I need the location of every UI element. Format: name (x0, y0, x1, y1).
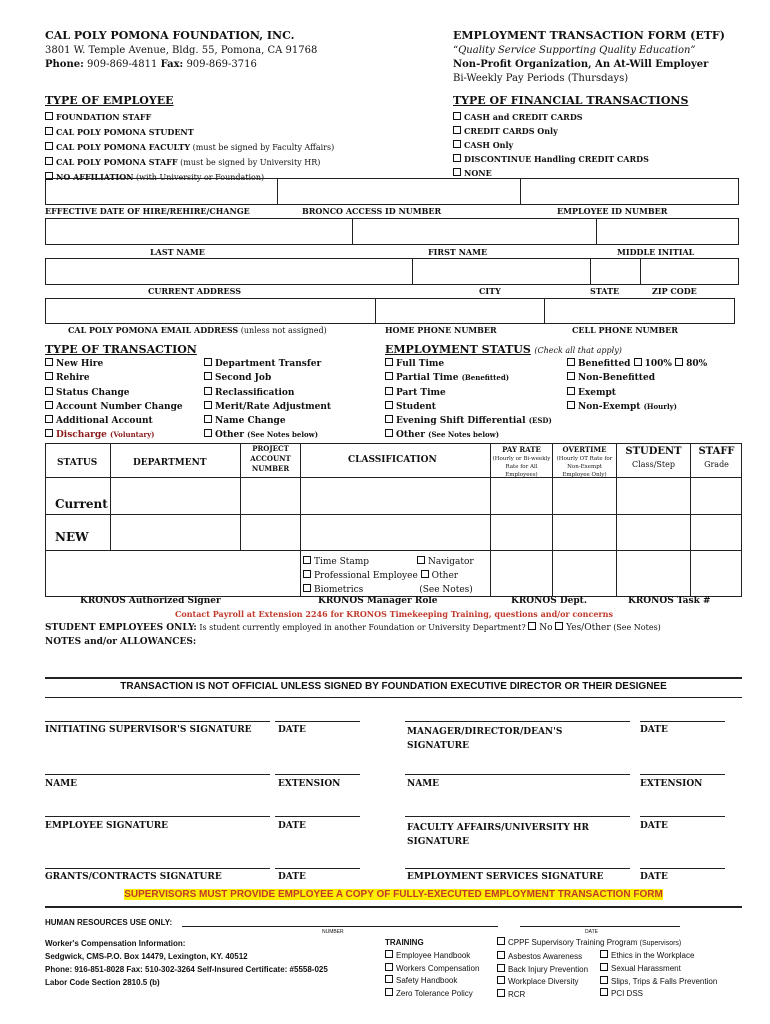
employee-type-option[interactable]: CAL POLY POMONA FACULTY (must be signed by Faculty Affairs) (45, 140, 334, 155)
checkbox-icon[interactable] (45, 142, 53, 150)
col-classification: CLASSIFICATION (348, 455, 437, 465)
transaction-option[interactable]: Account Number Change (45, 400, 183, 414)
city-label: CITY (479, 286, 501, 296)
org-phone: Phone: 909-869-4811 Fax: 909-869-3716 (45, 59, 257, 70)
checkbox-icon[interactable] (453, 154, 461, 162)
sig-line[interactable] (405, 816, 630, 817)
status-option[interactable]: Non-Benefitted (567, 371, 707, 385)
date-label: DATE (640, 725, 668, 735)
ext-line[interactable] (640, 774, 725, 775)
date-line[interactable] (275, 868, 360, 869)
email-label: CAL POLY POMONA EMAIL ADDRESS (unless not assigned) (68, 325, 327, 335)
employment-status-col2 (567, 357, 707, 414)
checkbox-icon[interactable] (45, 387, 53, 395)
training-option[interactable]: Safety Handbook (385, 975, 479, 988)
form-title: EMPLOYMENT TRANSACTION FORM (ETF) (453, 29, 725, 42)
employment-status-col1 (385, 357, 552, 443)
checkbox-icon[interactable] (385, 975, 393, 983)
employee-id-label: EMPLOYEE ID NUMBER (557, 206, 668, 216)
col-student: STUDENT (625, 446, 682, 457)
checkbox-icon[interactable] (45, 127, 53, 135)
pay-periods: Bi-Weekly Pay Periods (Thursdays) (453, 73, 629, 84)
financial-options (453, 110, 649, 180)
training-option[interactable]: Slips, Trips & Falls Prevention (600, 976, 717, 989)
hr-number-label: NUMBER (322, 929, 344, 935)
transaction-option[interactable]: Additional Account (45, 414, 183, 428)
checkbox-icon[interactable] (385, 387, 393, 395)
training-option[interactable]: Back Injury Prevention (497, 964, 681, 977)
checkbox-icon[interactable] (497, 964, 505, 972)
financial-option[interactable]: NONE (453, 166, 649, 180)
bronco-id-input[interactable] (278, 178, 520, 205)
financial-heading: TYPE OF FINANCIAL TRANSACTIONS (453, 94, 689, 107)
kronos-dept: KRONOS Dept. (511, 596, 587, 606)
col-staff: STAFF (698, 446, 735, 457)
financial-option[interactable]: DISCONTINUE Handling CREDIT CARDS (453, 152, 649, 166)
date-label: DATE (640, 821, 668, 831)
checkbox-icon[interactable] (385, 372, 393, 380)
training-option[interactable]: CPPF Supervisory Training Program (Supervisors) (497, 937, 681, 951)
row-current: Current (55, 497, 108, 511)
checkbox-icon[interactable] (204, 429, 212, 437)
effective-date-input[interactable] (45, 178, 277, 205)
transaction-option[interactable]: Department Transfer (204, 357, 331, 371)
sig-line[interactable] (45, 868, 270, 869)
transaction-option[interactable]: Second Job (204, 371, 331, 385)
employee-type-options (45, 110, 334, 185)
col-pay-rate-note: (Hourly or Bi-weekly Rate for All Employees) (492, 456, 551, 478)
training-option[interactable]: RCR (497, 989, 681, 1002)
checkbox-icon[interactable] (567, 372, 575, 380)
checkbox-icon[interactable] (204, 372, 212, 380)
training-option[interactable]: Workplace Diversity (497, 976, 681, 989)
employee-type-option[interactable]: CAL POLY POMONA STAFF (must be signed by University HR) (45, 155, 334, 170)
transaction-option[interactable]: Status Change (45, 386, 183, 400)
transaction-option[interactable]: New Hire (45, 357, 183, 371)
training-option[interactable]: Asbestos Awareness (497, 951, 681, 964)
date-line[interactable] (640, 721, 725, 722)
training-option[interactable]: Zero Tolerance Policy (385, 988, 479, 1001)
employment-status-heading: EMPLOYMENT STATUS (Check all that apply) (385, 343, 622, 356)
emp-services-signature-label: EMPLOYMENT SERVICES SIGNATURE (407, 872, 604, 882)
org-address: 3801 W. Temple Avenue, Bldg. 55, Pomona, CA 91768 (45, 45, 318, 56)
sig-line[interactable] (45, 816, 270, 817)
checkbox-icon[interactable] (567, 401, 575, 409)
transaction-option-discharge[interactable]: Discharge (Voluntary) (45, 428, 183, 442)
kronos-professional[interactable]: Professional Employee (303, 571, 418, 581)
training-option[interactable]: Workers Compensation (385, 963, 479, 976)
checkbox-icon[interactable] (385, 358, 393, 366)
checkbox-icon[interactable] (497, 976, 505, 984)
checkbox-icon[interactable] (385, 401, 393, 409)
status-option[interactable]: Student (385, 400, 552, 414)
form-org-type: Non-Profit Organization, An At-Will Employer (453, 59, 709, 70)
checkbox-icon[interactable] (45, 372, 53, 380)
checkbox-icon[interactable] (528, 622, 536, 630)
checkbox-icon[interactable] (385, 429, 393, 437)
date-label: DATE (278, 821, 306, 831)
checkbox-icon[interactable] (385, 988, 393, 996)
checkbox-icon[interactable] (453, 112, 461, 120)
checkbox-icon[interactable] (385, 415, 393, 423)
checkbox-icon[interactable] (303, 556, 311, 564)
last-name-label: LAST NAME (150, 247, 205, 257)
checkbox-icon[interactable] (600, 963, 608, 971)
col-staff-sub: Grade (704, 460, 729, 469)
supervisor-notice: SUPERVISORS MUST PROVIDE EMPLOYEE A COPY OF FULLY-EXECUTED EMPLOYMENT TRANSACTION FORM (124, 889, 663, 900)
workers-comp-info: Worker's Compensation Information: Sedgwick, CMS-P.O. Box 14479, Lexington, KY. 40512 Phone: 916-851-8028 Fax: 510-302-3264 Self-Insured Certificate: #5558-025 Labor Code Section 2810.5 (b) (45, 939, 328, 987)
col-pay-rate: PAY RATE (502, 445, 541, 454)
email-input[interactable] (46, 299, 374, 323)
hr-label: HUMAN RESOURCES USE ONLY: (45, 918, 173, 927)
status-option[interactable]: Full Time (385, 357, 552, 371)
financial-option[interactable]: CASH Only (453, 138, 649, 152)
col-status: STATUS (57, 458, 98, 468)
checkbox-icon[interactable] (634, 358, 642, 366)
checkbox-icon[interactable] (497, 989, 505, 997)
checkbox-icon[interactable] (421, 570, 429, 578)
date-label: DATE (278, 725, 306, 735)
hr-date-line[interactable] (520, 926, 680, 927)
checkbox-icon[interactable] (45, 112, 53, 120)
kronos-other[interactable]: Other (421, 571, 458, 581)
state-input[interactable] (591, 259, 639, 284)
training-list-3 (600, 950, 717, 1001)
financial-option[interactable]: CREDIT CARDS Only (453, 124, 649, 138)
training-option[interactable]: Employee Handbook (385, 950, 479, 963)
cell-phone-label: CELL PHONE NUMBER (572, 325, 678, 335)
col-department: DEPARTMENT (133, 458, 207, 468)
org-name: CAL POLY POMONA FOUNDATION, INC. (45, 29, 295, 42)
status-option[interactable]: Exempt (567, 386, 707, 400)
checkbox-icon[interactable] (567, 358, 575, 366)
date-line[interactable] (275, 816, 360, 817)
checkbox-icon[interactable] (385, 963, 393, 971)
checkbox-icon[interactable] (555, 622, 563, 630)
employee-type-option[interactable]: CAL POLY POMONA STUDENT (45, 125, 334, 140)
transaction-option-other[interactable]: Other (See Notes below) (204, 428, 331, 442)
kronos-manager: KRONOS Manager Role (318, 596, 438, 606)
checkbox-icon[interactable] (303, 584, 311, 592)
first-name-input[interactable] (353, 219, 595, 244)
extension-label: EXTENSION (278, 779, 341, 789)
checkbox-icon[interactable] (385, 950, 393, 958)
kronos-navigator[interactable]: Navigator (417, 557, 474, 567)
checkbox-icon[interactable] (45, 358, 53, 366)
checkbox-icon[interactable] (497, 937, 505, 945)
official-notice: TRANSACTION IS NOT OFFICIAL UNLESS SIGNED BY FOUNDATION EXECUTIVE DIRECTOR OR THEIR DESIGNEE (120, 681, 667, 692)
form-motto: “Quality Service Supporting Quality Education” (453, 45, 696, 56)
home-phone-input[interactable] (376, 299, 543, 323)
employee-type-option[interactable]: NO AFFILIATION (with University or Foundation) (45, 170, 334, 185)
col-project: PROJECT ACCOUNT NUMBER (250, 444, 291, 473)
checkbox-icon[interactable] (204, 415, 212, 423)
transaction-option[interactable]: Rehire (45, 371, 183, 385)
col-overtime-note: (Hourly OT Rate for Non-Exempt Employee Only) (556, 456, 613, 478)
status-option[interactable]: Other (See Notes below) (385, 428, 552, 442)
status-option[interactable]: Benefitted 100% 80% (567, 357, 707, 371)
extension-label: EXTENSION (640, 779, 703, 789)
city-input[interactable] (413, 259, 589, 284)
checkbox-icon[interactable] (45, 401, 53, 409)
address-input[interactable] (46, 259, 411, 284)
date-label: DATE (640, 872, 668, 882)
kronos-contact: Contact Payroll at Extension 2246 for KRONOS Timekeeping Training, questions and/or concerns (175, 609, 613, 619)
col-student-sub: Class/Step (632, 460, 675, 469)
zip-input[interactable] (641, 259, 738, 284)
bronco-id-label: BRONCO ACCESS ID NUMBER (302, 206, 442, 216)
date-label: DATE (278, 872, 306, 882)
transaction-option[interactable]: Name Change (204, 414, 331, 428)
first-name-label: FIRST NAME (428, 247, 488, 257)
transaction-heading: TYPE OF TRANSACTION (45, 343, 197, 356)
checkbox-icon[interactable] (417, 556, 425, 564)
name-label: NAME (45, 779, 78, 789)
kronos-time-stamp[interactable]: Time Stamp (303, 557, 369, 567)
sig-line[interactable] (405, 868, 630, 869)
cell-phone-input[interactable] (545, 299, 734, 323)
checkbox-icon[interactable] (675, 358, 683, 366)
checkbox-icon[interactable] (45, 157, 53, 165)
middle-initial-input[interactable] (597, 219, 738, 244)
checkbox-icon[interactable] (567, 387, 575, 395)
name-label: NAME (407, 779, 440, 789)
employee-signature-label: EMPLOYEE SIGNATURE (45, 821, 169, 831)
grants-signature-label: GRANTS/CONTRACTS SIGNATURE (45, 872, 222, 882)
training-option[interactable]: Sexual Harassment (600, 963, 717, 976)
checkbox-icon[interactable] (497, 951, 505, 959)
sig-line[interactable] (405, 721, 630, 722)
checkbox-icon[interactable] (204, 401, 212, 409)
state-label: STATE (590, 286, 620, 296)
middle-initial-label: MIDDLE INITIAL (617, 247, 695, 257)
status-option[interactable]: Non-Exempt (Hourly) (567, 400, 707, 414)
status-option[interactable]: Evening Shift Differential (ESD) (385, 414, 552, 428)
checkbox-icon[interactable] (204, 358, 212, 366)
checkbox-icon[interactable] (303, 570, 311, 578)
student-yes-option[interactable]: Yes/Other (555, 623, 611, 632)
checkbox-icon[interactable] (600, 976, 608, 984)
date-line[interactable] (640, 868, 725, 869)
transaction-option[interactable]: Reclassification (204, 386, 331, 400)
transaction-col1 (45, 357, 183, 443)
checkbox-icon[interactable] (204, 387, 212, 395)
employee-type-heading: TYPE OF EMPLOYEE (45, 94, 174, 107)
student-only-row: STUDENT EMPLOYEES ONLY: Is student currently employed in another Foundation or University Department? No Yes/Other (See Notes) (45, 623, 661, 633)
checkbox-icon[interactable] (45, 415, 53, 423)
date-line[interactable] (275, 721, 360, 722)
student-no-option[interactable]: No (528, 623, 552, 632)
checkbox-icon[interactable] (600, 988, 608, 996)
manager-signature-label: MANAGER/DIRECTOR/DEAN'S SIGNATURE (407, 727, 563, 751)
status-option[interactable]: Partial Time (Benefitted) (385, 371, 552, 385)
name-line[interactable] (405, 774, 630, 775)
ext-line[interactable] (275, 774, 360, 775)
kronos-options: Time Stamp Navigator Professional Employee Other Biometrics (See Notes) (303, 555, 474, 597)
kronos-signer: KRONOS Authorized Signer (80, 596, 221, 606)
effective-date-label: EFFECTIVE DATE OF HIRE/REHIRE/CHANGE (45, 206, 250, 216)
checkbox-icon[interactable] (453, 126, 461, 134)
faculty-signature-label: FACULTY AFFAIRS/UNIVERSITY HR SIGNATURE (407, 823, 589, 847)
training-option[interactable]: Ethics in the Workplace (600, 950, 717, 963)
hr-number-line[interactable] (182, 926, 498, 927)
status-option[interactable]: Part Time (385, 386, 552, 400)
sig-line[interactable] (45, 721, 270, 722)
training-option[interactable]: PCI DSS (600, 988, 717, 1001)
kronos-biometrics[interactable]: Biometrics (303, 585, 363, 595)
employee-type-option[interactable]: FOUNDATION STAFF (45, 110, 334, 125)
address-label: CURRENT ADDRESS (148, 286, 241, 296)
hr-date-label: DATE (585, 929, 598, 935)
date-line[interactable] (640, 816, 725, 817)
checkbox-icon[interactable] (45, 429, 53, 437)
checkbox-icon[interactable] (453, 168, 461, 176)
kronos-task: KRONOS Task # (628, 596, 711, 606)
home-phone-label: HOME PHONE NUMBER (385, 325, 497, 335)
last-name-input[interactable] (46, 219, 351, 244)
notes-input[interactable] (45, 650, 742, 675)
name-line[interactable] (45, 774, 270, 775)
checkbox-icon[interactable] (600, 950, 608, 958)
employee-id-input[interactable] (521, 178, 739, 205)
col-overtime: OVERTIME (562, 445, 607, 454)
transaction-col2 (204, 357, 331, 443)
training-list-1: TRAINING Employee Handbook Workers Compensation Safety Handbook Zero Tolerance Policy (385, 937, 479, 1001)
zip-label: ZIP CODE (652, 286, 697, 296)
notes-label: NOTES and/or ALLOWANCES: (45, 637, 197, 647)
initiating-signature-label: INITIATING SUPERVISOR'S SIGNATURE (45, 725, 252, 735)
checkbox-icon[interactable] (453, 140, 461, 148)
transaction-option[interactable]: Merit/Rate Adjustment (204, 400, 331, 414)
financial-option[interactable]: CASH and CREDIT CARDS (453, 110, 649, 124)
row-new: NEW (55, 530, 89, 544)
